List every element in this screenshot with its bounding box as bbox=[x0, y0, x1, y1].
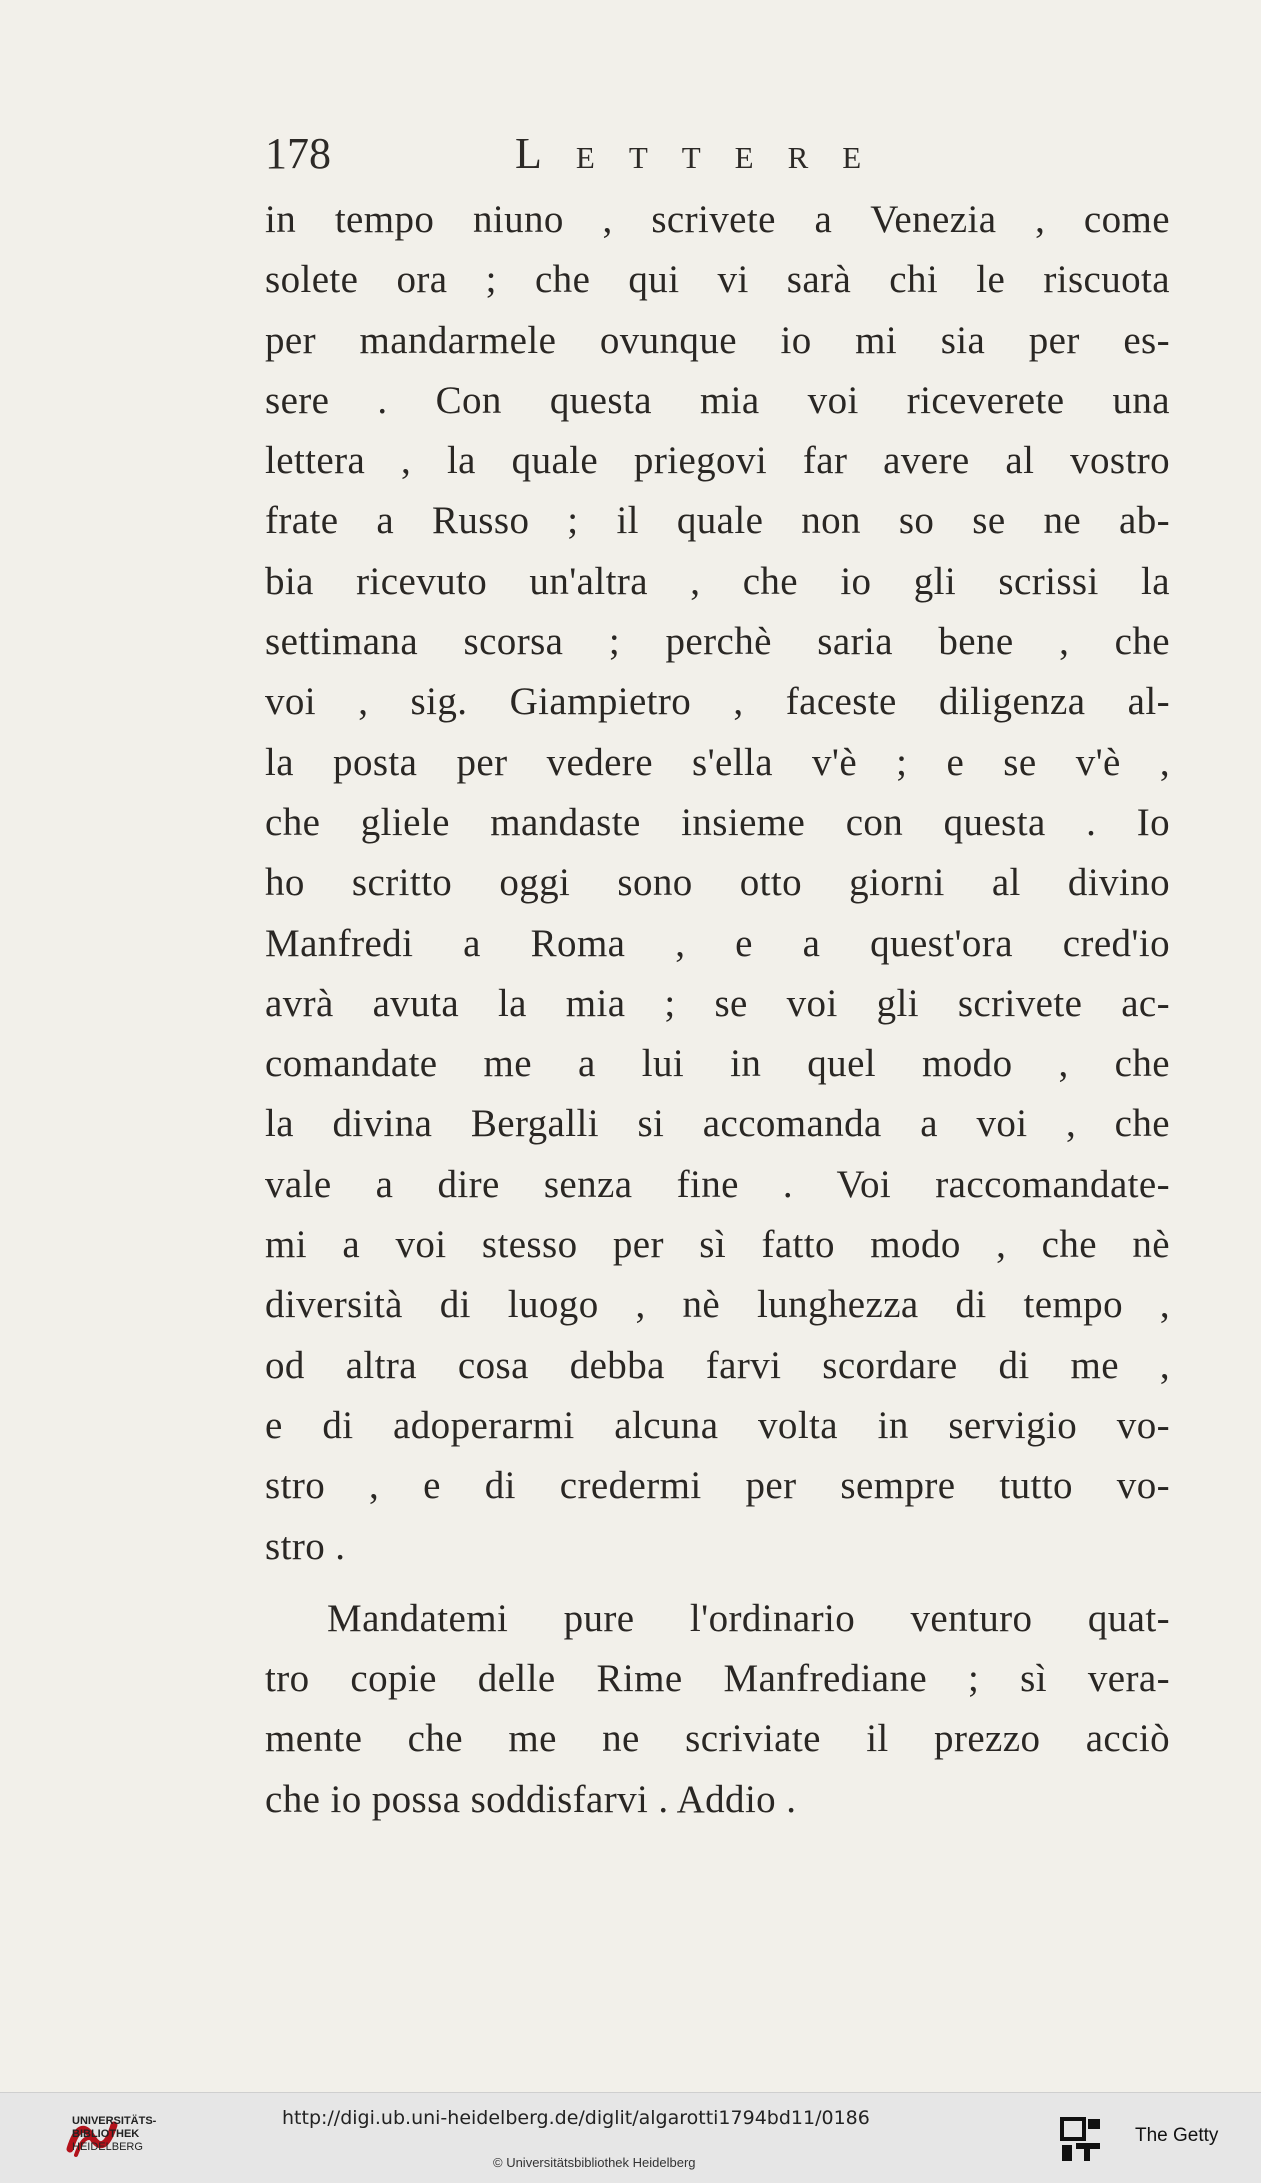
text-line: lettera , la quale priegovi far avere al vostro bbox=[265, 439, 1170, 483]
copyright-notice: © Universitätsbibliothek Heidelberg bbox=[493, 2155, 696, 2170]
getty-label: The Getty bbox=[1135, 2125, 1219, 2146]
text-line: tro copie delle Rime Manfrediane ; sì vera- bbox=[265, 1657, 1170, 1701]
paragraph-1 bbox=[265, 190, 1170, 1577]
text-line: la posta per vedere s'ella v'è ; e se v'è , bbox=[265, 740, 1170, 784]
text-line: sere . Con questa mia voi riceverete una bbox=[265, 378, 1170, 422]
text-line: Mandatemi pure l'ordinario venturo quat- bbox=[327, 1596, 1170, 1640]
getty-logo-icon bbox=[1058, 2115, 1128, 2165]
letter-text bbox=[265, 190, 1170, 1830]
text-line: solete ora ; che qui vi sarà chi le riscuota bbox=[265, 258, 1170, 302]
viewer-footer bbox=[0, 2092, 1261, 2183]
text-line: e di adoperarmi alcuna volta in servigio vo- bbox=[265, 1403, 1170, 1447]
text-line: diversità di luogo , nè lunghezza di tempo , bbox=[265, 1283, 1170, 1327]
paragraph-2 bbox=[265, 1589, 1170, 1830]
text-line: in tempo niuno , scrivete a Venezia , come bbox=[265, 198, 1170, 241]
text-line: Manfredi a Roma , e a quest'ora cred'io bbox=[265, 921, 1170, 965]
text-line: che io possa soddisfarvi . Addio . bbox=[265, 1777, 797, 1821]
text-line: mi a voi stesso per sì fatto modo , che nè bbox=[265, 1223, 1170, 1267]
text-line: comandate me a lui in quel modo , che bbox=[265, 1042, 1170, 1086]
text-line: ho scritto oggi sono otto giorni al divino bbox=[265, 861, 1170, 905]
library-name-line: HEIDELBERG bbox=[72, 2141, 143, 2153]
text-line: settimana scorsa ; perchè saria bene , che bbox=[265, 620, 1170, 664]
library-name-line: BIBLIOTHEK bbox=[72, 2128, 140, 2140]
text-line: mente che me ne scriviate il prezzo acciò bbox=[265, 1717, 1170, 1761]
library-name bbox=[72, 2115, 156, 2154]
page-header bbox=[265, 128, 965, 188]
text-line: stro . bbox=[265, 1524, 346, 1568]
text-line: stro , e di credermi per sempre tutto vo- bbox=[265, 1464, 1170, 1508]
page-number: 178 bbox=[265, 129, 331, 178]
text-line: che gliele mandaste insieme con questa . Io bbox=[265, 800, 1170, 844]
text-line: vale a dire senza fine . Voi raccomandate- bbox=[265, 1162, 1170, 1206]
text-line: la divina Bergalli si accomanda a voi , che bbox=[265, 1102, 1170, 1146]
library-name-line: UNIVERSITÄTS- bbox=[72, 2115, 157, 2127]
text-line: frate a Russo ; il quale non so se ne ab- bbox=[265, 499, 1170, 543]
running-title: Lettere bbox=[515, 129, 896, 178]
text-line: per mandarmele ovunque io mi sia per es- bbox=[265, 318, 1170, 362]
text-line: od altra cosa debba farvi scordare di me , bbox=[265, 1343, 1170, 1387]
permalink-url[interactable]: http://digi.ub.uni-heidelberg.de/diglit/algarotti1794bd11/0186 bbox=[282, 2107, 870, 2129]
text-line: avrà avuta la mia ; se voi gli scrivete ac- bbox=[265, 981, 1170, 1025]
text-line: bia ricevuto un'altra , che io gli scrissi la bbox=[265, 559, 1170, 603]
text-line: voi , sig. Giampietro , faceste diligenza al- bbox=[265, 680, 1170, 724]
